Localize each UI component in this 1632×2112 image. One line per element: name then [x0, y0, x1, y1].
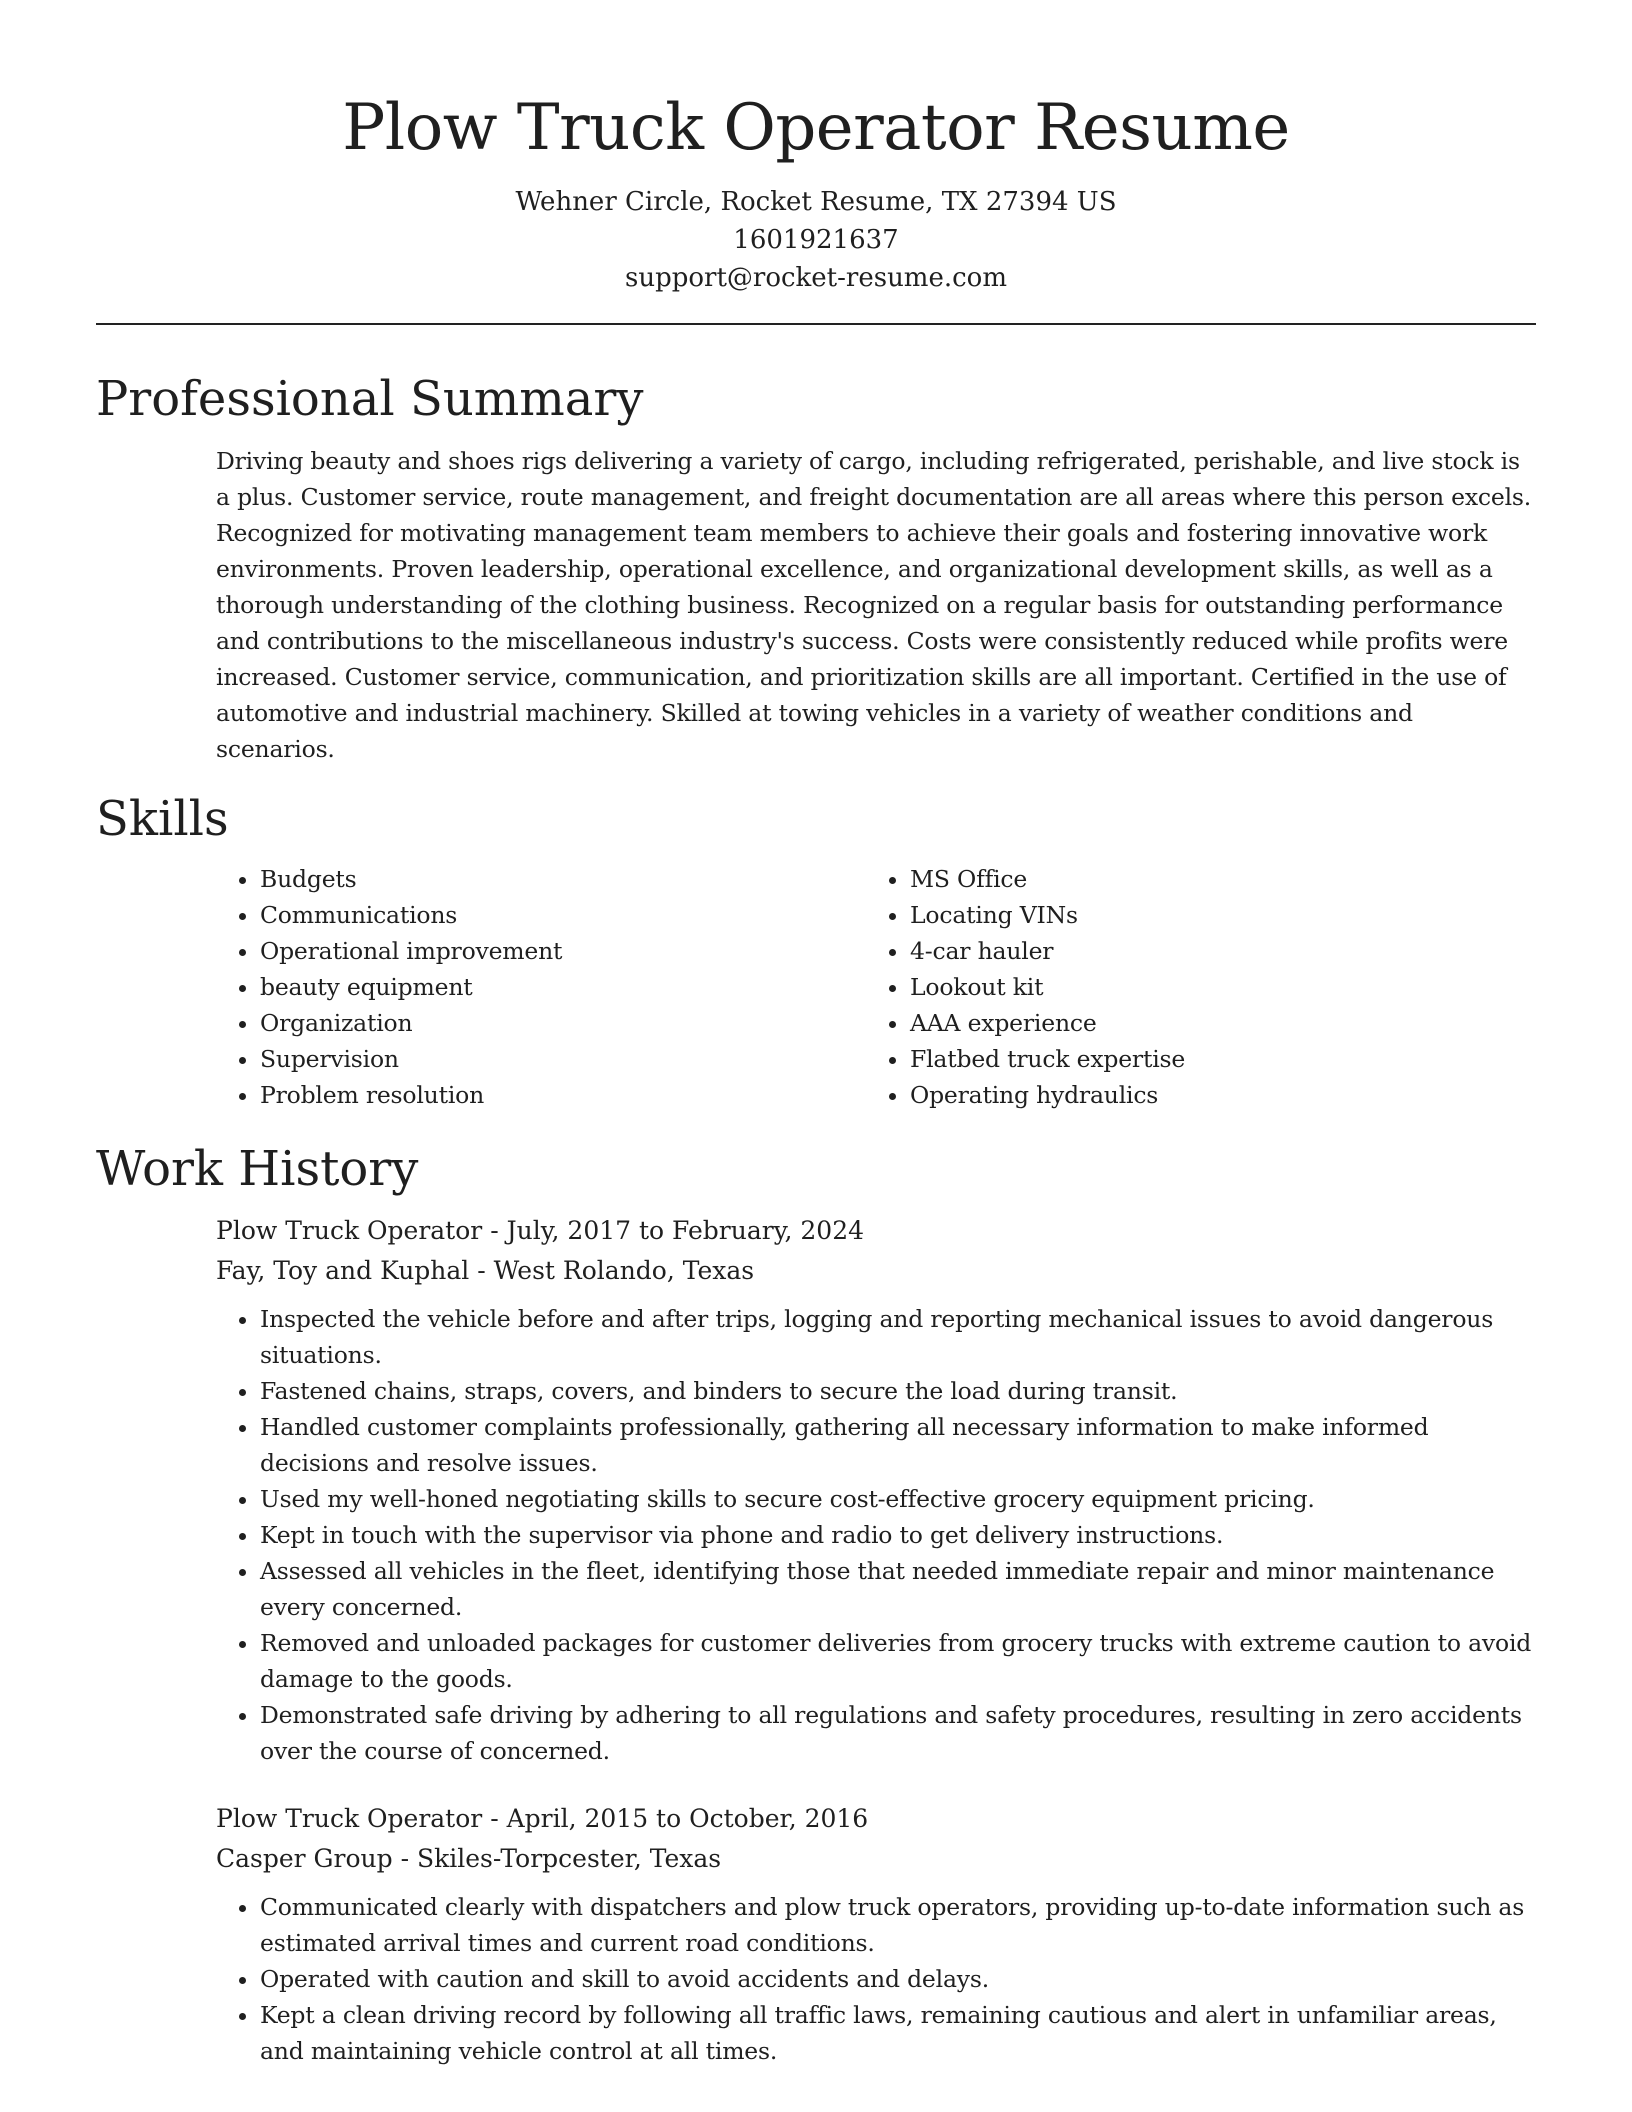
job-bullet: • Fastened chains, straps, covers, and binders to secure the load during transit.: [260, 1373, 1536, 1409]
job-bullet: • Inspected the vehicle before and after trips, logging and reporting mechanical issues to avoid dangerous situations.: [260, 1301, 1536, 1373]
summary-section: [96, 367, 1536, 767]
job-location: West Rolando, Texas: [493, 1256, 755, 1285]
job-bullet: • Assessed all vehicles in the fleet, identifying those that needed immediate repair and minor maintenance every concerned.: [260, 1553, 1536, 1625]
job-bullets: [216, 1301, 1536, 1769]
skill-item: • Operating hydraulics: [910, 1077, 1516, 1113]
job-bullet: • Removed and unloaded packages for customer deliveries from grocery trucks with extreme caution to avoid damage to the goods.: [260, 1625, 1536, 1697]
skill-item: • beauty equipment: [260, 969, 866, 1005]
job-company-line: [216, 1839, 1536, 1879]
job-separator: -: [482, 1804, 507, 1833]
job-bullet: • Used my well-honed negotiating skills to secure cost-effective grocery equipment pricing.: [260, 1481, 1536, 1517]
skill-item: • Problem resolution: [260, 1077, 866, 1113]
job-title-line: [216, 1799, 1536, 1839]
work-heading: Work History: [96, 1141, 419, 1197]
resume-title: Plow Truck Operator Resume: [342, 91, 1290, 165]
job-entry: [216, 1211, 1536, 1769]
skill-item: • AAA experience: [910, 1005, 1516, 1041]
job-bullets: [216, 1889, 1536, 2069]
job-bullet: • Communicated clearly with dispatchers and plow truck operators, providing up-to-date information such as estimated arrival times and current road conditions.: [260, 1889, 1536, 1961]
skills-column-left: [216, 861, 866, 1113]
work-section: [96, 1137, 1536, 2069]
job-separator: -: [392, 1844, 417, 1873]
job-separator: -: [482, 1216, 507, 1245]
contact-phone: 1601921637: [733, 225, 899, 255]
skill-item: • Budgets: [260, 861, 866, 897]
job-bullet: • Handled customer complaints professionally, gathering all necessary information to make informed decisions and resolve issues.: [260, 1409, 1536, 1481]
job-role: Plow Truck Operator: [216, 1804, 483, 1833]
skill-item: • Supervision: [260, 1041, 866, 1077]
job-title-line: [216, 1211, 1536, 1251]
skill-item: • Locating VINs: [910, 897, 1516, 933]
contact-email: support@rocket-resume.com: [624, 263, 1007, 293]
resume-header: [96, 0, 1536, 297]
skills-heading: Skills: [96, 791, 229, 847]
job-bullet: • Demonstrated safe driving by adhering to all regulations and safety procedures, resulting in zero accidents over the course of concerned.: [260, 1697, 1536, 1769]
resume-page: [96, 0, 1536, 2112]
summary-text: Driving beauty and shoes rigs delivering a variety of cargo, including refrigerated, perishable, and live stock is a plus. Customer service, route management, and freight documentation are all areas where this person excels. Recognized for motivating management team members to achieve their goals and fostering innovative work environments. Proven leadership, operational excellence, and organizational development skills, as well as a thorough understanding of the clothing business. Recognized on a regular basis for outstanding performance and contributions to the miscellaneous industry's success. Costs were consistently reduced while profits were increased. Customer service, communication, and prioritization skills are all important. Certified in the use of automotive and industrial machinery. Skilled at towing vehicles in a variety of weather conditions and scenarios.: [216, 447, 1532, 763]
skill-item: • Flatbed truck expertise: [910, 1041, 1516, 1077]
header-divider: [96, 323, 1536, 325]
job-entry: [216, 1799, 1536, 2069]
skill-item: • Lookout kit: [910, 969, 1516, 1005]
job-role: Plow Truck Operator: [216, 1216, 483, 1245]
job-company: Fay, Toy and Kuphal: [216, 1256, 470, 1285]
skills-grid: [216, 861, 1536, 1113]
job-separator: -: [469, 1256, 494, 1285]
contact-address: Wehner Circle, Rocket Resume, TX 27394 US: [515, 187, 1117, 217]
job-dates: April, 2015 to October, 2016: [506, 1804, 869, 1833]
job-bullet: • Kept in touch with the supervisor via phone and radio to get delivery instructions.: [260, 1517, 1536, 1553]
contact-block: [96, 183, 1536, 297]
job-company: Casper Group: [216, 1844, 393, 1873]
summary-heading: Professional Summary: [96, 371, 644, 427]
job-bullet: • Operated with caution and skill to avoid accidents and delays.: [260, 1961, 1536, 1997]
skills-column-right: [866, 861, 1516, 1113]
skill-item: • MS Office: [910, 861, 1516, 897]
skill-item: • Communications: [260, 897, 866, 933]
skill-item: • Organization: [260, 1005, 866, 1041]
job-company-line: [216, 1251, 1536, 1291]
job-bullet: • Kept a clean driving record by following all traffic laws, remaining cautious and alert in unfamiliar areas, and maintaining vehicle control at all times.: [260, 1997, 1536, 2069]
skill-item: • 4-car hauler: [910, 933, 1516, 969]
job-dates: July, 2017 to February, 2024: [506, 1216, 865, 1245]
skill-item: • Operational improvement: [260, 933, 866, 969]
job-location: Skiles-Torpcester, Texas: [416, 1844, 722, 1873]
skills-section: [96, 787, 1536, 1113]
